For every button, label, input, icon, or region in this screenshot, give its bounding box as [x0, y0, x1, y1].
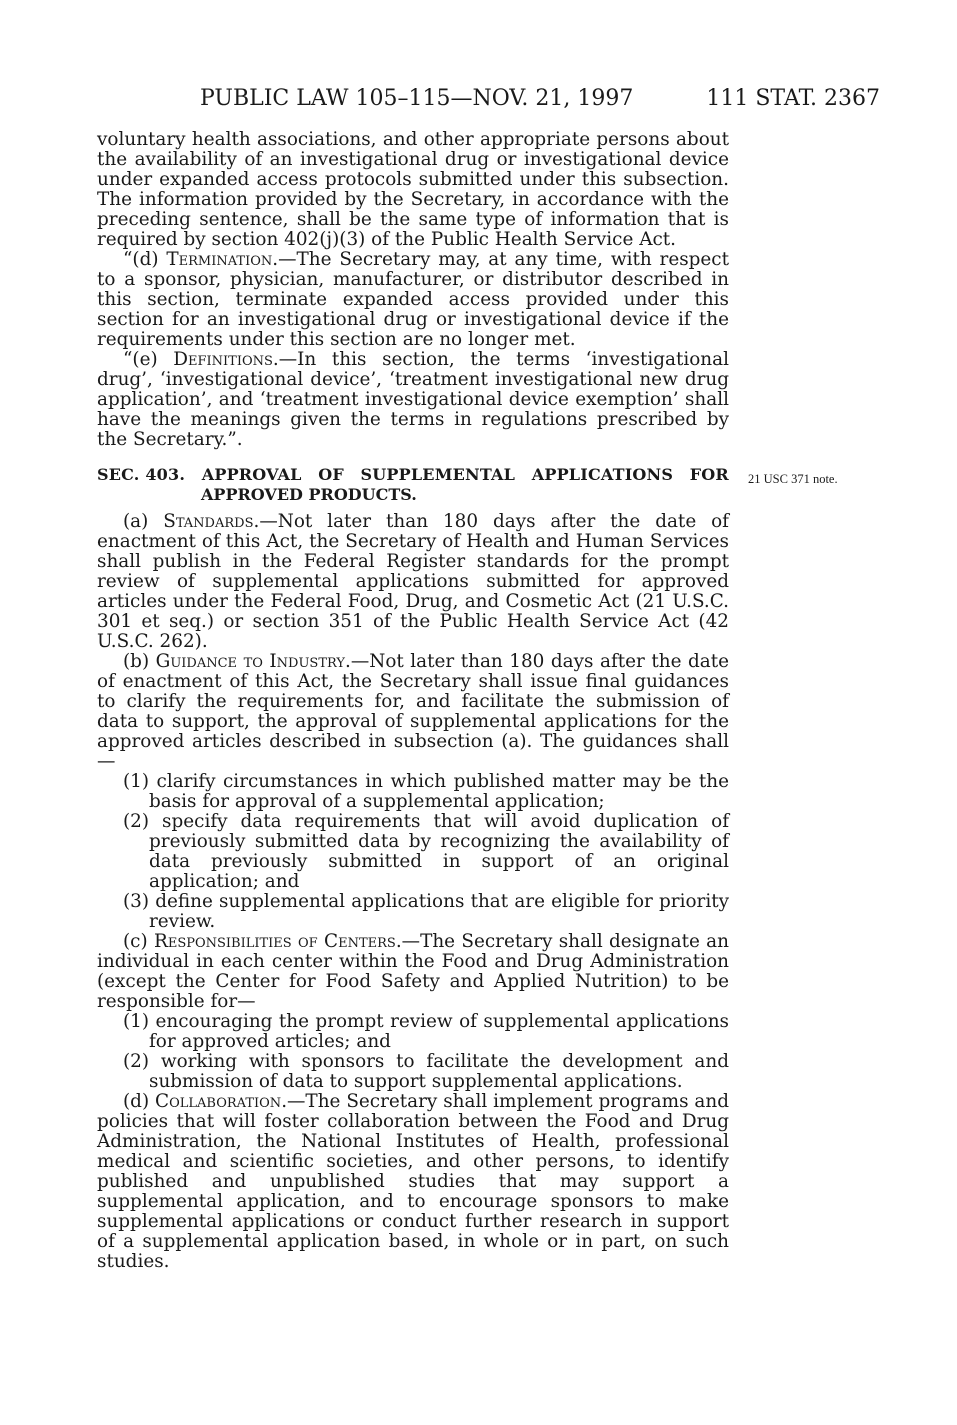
- document-body: [97, 130, 729, 1272]
- section-word: APPLICATIONS: [531, 465, 674, 484]
- section-heading: [97, 465, 729, 505]
- subsection-text: .—In this section, the terms ‘investigational drug’, ‘investigational device’, ‘treatment investigational new drug application’, and ‘treatment investigational device exemption’ shall have the meanings given the terms in regulations prescribed by the Secretary.”.: [97, 349, 729, 450]
- paragraph-b-guidance: [97, 652, 729, 772]
- list-item: (1) clarify circumstances in which published matter may be the basis for approval of a supplemental application;: [123, 771, 729, 812]
- margin-note-usc-citation: 21 USC 371 note.: [748, 472, 838, 486]
- section-heading-line-1: [97, 465, 729, 485]
- paragraph-label: (c): [123, 931, 154, 952]
- statute-page-number: 111 STAT. 2367: [706, 86, 880, 111]
- subsection-label: “(e): [123, 349, 174, 370]
- section-number: SEC. 403.: [97, 465, 186, 484]
- section-word: FOR: [689, 465, 729, 484]
- list-item: (2) specify data requirements that will avoid duplication of previously submitted data by recognizing the availability of data previously submitted in support of an original application; and: [123, 811, 729, 892]
- subsection-d-termination: [97, 250, 729, 350]
- paragraph-text: .—The Secretary shall designate an individual in each center within the Food and Drug Administration (except the Center for Food Safety and Applied Nutrition) to be responsible for—: [97, 931, 729, 1012]
- paragraph-text: .—The Secretary shall implement programs and policies that will foster collaboration between the Food and Drug Administration, the National Institutes of Health, professional medical and scientific societies, and other persons, to identify published and unpublished studies that may support a supplemental application, and to encourage sponsors to make supplemental applications or conduct further research in support of a supplemental application based, in whole or in part, on such studies.: [97, 1091, 730, 1272]
- paragraph-heading: Guidance to Industry: [155, 651, 345, 672]
- paragraph-text: .—Not later than 180 days after the date of enactment of this Act, the Secretary shall issue final guidances to clarify the requirements for, and facilitate the submission of data to support, the approval of supplemental applications for the approved articles described in subsection (a). The guidances shall—: [97, 651, 729, 772]
- paragraph-c-responsibilities: [97, 932, 729, 1012]
- paragraph-text: .—Not later than 180 days after the date of enactment of this Act, the Secretary of Health and Human Services shall publish in the Federal Register standards for the prompt review of supplemental applications submitted for approved articles under the Federal Food, Drug, and Cosmetic Act (21 U.S.C. 301 et seq.) or section 351 of the Public Health Service Act (42 U.S.C. 262).: [97, 511, 729, 652]
- paragraph-label: (a): [123, 511, 164, 532]
- subsection-label: “(d): [123, 249, 167, 270]
- section-word: SUPPLEMENTAL: [360, 465, 516, 484]
- paragraph-label: (d): [123, 1091, 156, 1112]
- list-item: (3) define supplemental applications that are eligible for priority review.: [123, 891, 729, 932]
- section-heading-line-2: APPROVED PRODUCTS.: [201, 485, 417, 504]
- subsection-heading: Definitions: [173, 349, 273, 370]
- paragraph-heading: Standards: [163, 511, 254, 532]
- continued-paragraph: voluntary health associations, and other appropriate persons about the availability of an investigational drug or investigational device under expanded access protocols submitted under this subsection. The information provided by the Secretary, in accordance with the preceding sentence, shall be the same type of information that is required by section 402(j)(3) of the Public Health Service Act.: [97, 129, 729, 250]
- paragraph-heading: Responsibilities of Centers: [153, 931, 396, 952]
- running-head: PUBLIC LAW 105–115—NOV. 21, 1997: [200, 86, 634, 111]
- page-header: [200, 84, 880, 114]
- subsection-text: .—The Secretary may, at any time, with respect to a sponsor, physician, manufacturer, or distributor described in this section, terminate expanded access provided under this section for an investigational drug or investigational device if the requirements under this section are no longer met.: [97, 249, 729, 350]
- paragraph-label: (b): [123, 651, 156, 672]
- section-word: APPROVAL: [201, 465, 302, 484]
- list-item: (2) working with sponsors to facilitate the development and submission of data to support supplemental applications.: [123, 1051, 729, 1092]
- section-word: OF: [318, 465, 344, 484]
- paragraph-d-collaboration: [97, 1092, 729, 1272]
- subsection-e-definitions: [97, 350, 729, 450]
- paragraph-heading: Collaboration: [155, 1091, 282, 1112]
- list-item: (1) encouraging the prompt review of supplemental applications for approved articles; and: [123, 1011, 729, 1052]
- paragraph-a-standards: [97, 512, 729, 652]
- subsection-heading: Termination: [166, 249, 273, 270]
